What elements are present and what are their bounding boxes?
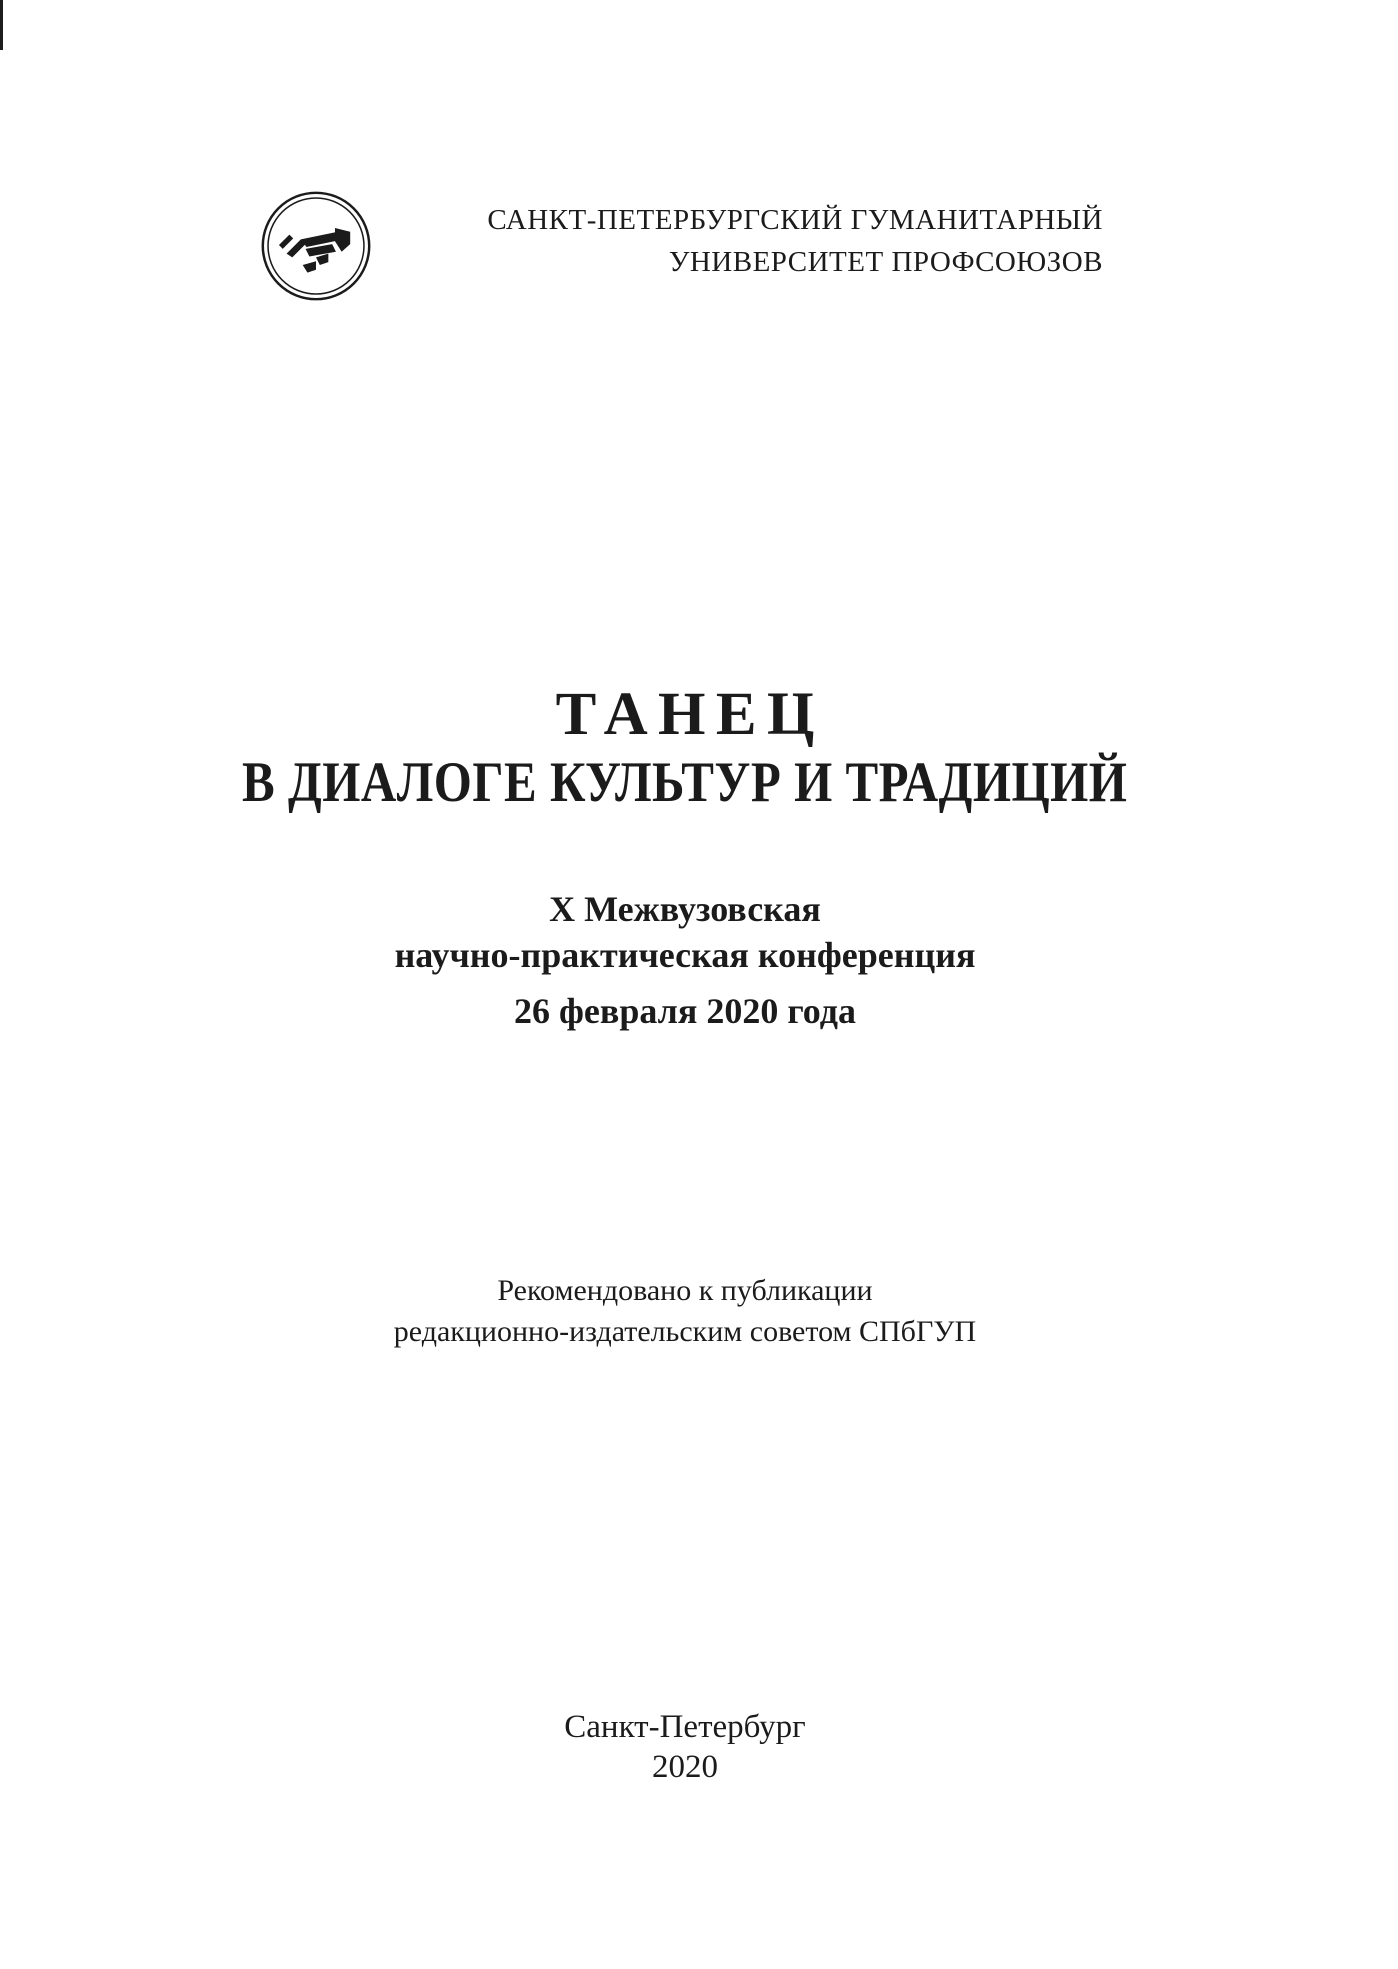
conference-subtitle-line1: X Межвузовская: [549, 889, 821, 929]
book-title-line1: ТАНЕЦ: [555, 681, 825, 748]
publication-city: Санкт-Петербург: [564, 1709, 806, 1745]
book-title-line2-text: В ДИАЛОГЕ КУЛЬТУР И ТРАДИЦИЙ: [242, 751, 1128, 814]
publication-imprint: [0, 1270, 1370, 1352]
university-name: [487, 199, 1103, 283]
conference-subtitle: [0, 886, 1370, 978]
university-name-line2: УНИВЕРСИТЕТ ПРОФСОЮЗОВ: [668, 246, 1103, 278]
scan-edge-artifact: [0, 0, 3, 50]
university-logo: [259, 189, 373, 303]
publication-imprint-line2: редакционно-издательским советом СПбГУП: [393, 1315, 977, 1348]
conference-date: 26 февраля 2020 года: [514, 991, 856, 1031]
publication-year: 2020: [652, 1749, 718, 1785]
logo-emblem-icon: [259, 189, 373, 303]
book-title-line2: [0, 752, 1370, 828]
conference-subtitle-line2: научно-практическая конференция: [394, 935, 976, 975]
university-name-line1: САНКТ-ПЕТЕРБУРГСКИЙ ГУМАНИТАРНЫЙ: [487, 204, 1103, 236]
imprint-footer: [0, 1707, 1370, 1787]
publication-imprint-line1: Рекомендовано к публикации: [497, 1274, 873, 1307]
